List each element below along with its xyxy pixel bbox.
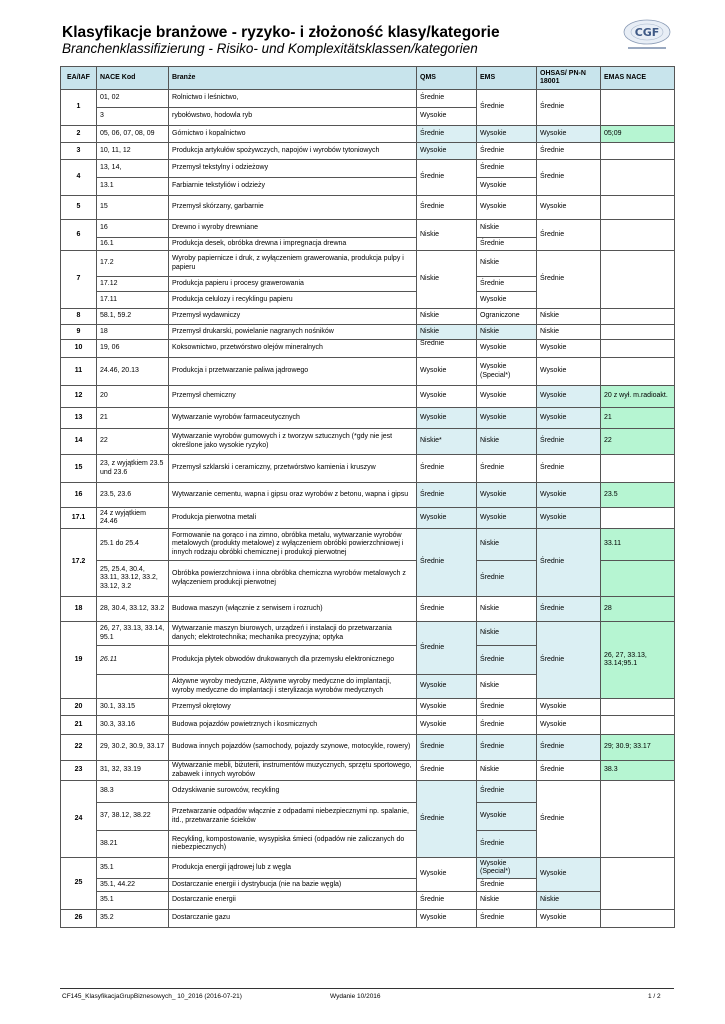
emas-cell — [601, 781, 675, 858]
qms-cell: Średnie — [417, 160, 477, 196]
qms-cell: Niskie — [417, 325, 477, 340]
ea-cell: 12 — [61, 386, 97, 408]
ohsas-cell: Średnie — [537, 429, 601, 455]
branza-cell: Formowanie na gorąco i na zimno, obróbka metalu, wytwarzanie wyrobów metalowych (produkty metalowe) z wyłączeniem obróbki powierzchniowej i innych rodzaju obróbki chemicznej i produkcji pierwotnej — [169, 529, 417, 561]
ems-cell: Wysokie (Special*) — [477, 858, 537, 879]
ems-cell: Niskie — [477, 429, 537, 455]
branza-cell: Przemysł chemiczny — [169, 386, 417, 408]
branza-cell: Przemysł szklarski i ceramiczny, przetwórstwo kamienia i kruszyw — [169, 455, 417, 483]
ems-cell: Średnie — [477, 735, 537, 761]
table-row — [61, 386, 675, 408]
ohsas-cell: Średnie — [537, 455, 601, 483]
nace-cell: 23.5, 23.6 — [97, 483, 169, 508]
ems-cell: Niskie — [477, 251, 537, 277]
ems-cell: Wysokie — [477, 386, 537, 408]
emas-cell: 21 — [601, 408, 675, 429]
ohsas-cell: Średnie — [537, 160, 601, 196]
ea-cell: 3 — [61, 143, 97, 160]
table-row — [61, 325, 675, 340]
branza-cell: Produkcja artykułów spożywczych, napojów i wyrobów tytoniowych — [169, 143, 417, 160]
ohsas-cell: Średnie — [537, 143, 601, 160]
ea-cell: 22 — [61, 735, 97, 761]
nace-cell: 17.2 — [97, 251, 169, 277]
branza-cell: Farbiarnie tekstyliów i odzieży — [169, 178, 417, 196]
ea-cell: 17.1 — [61, 508, 97, 529]
emas-cell — [601, 858, 675, 910]
nace-cell: 30.3, 33.16 — [97, 716, 169, 735]
ems-cell: Średnie — [477, 716, 537, 735]
branza-cell: Przetwarzanie odpadów włącznie z odpadami niebezpiecznymi np. spalanie, itd., przetwarzanie ścieków — [169, 803, 417, 831]
table-row — [61, 508, 675, 529]
branza-cell: Budowa innych pojazdów (samochody, pojazdy szynowe, motocykle, rowery) — [169, 735, 417, 761]
emas-cell — [601, 699, 675, 716]
qms-cell: Wysokie — [417, 143, 477, 160]
ohsas-cell: Wysokie — [537, 408, 601, 429]
branza-cell: Wytwarzanie mebli, biżuterii, instrumentów muzycznych, sprzętu sportowego, zabawek i innych wyrobów — [169, 761, 417, 781]
qms-cell: Średnie — [417, 90, 477, 108]
nace-cell: 13.1 — [97, 178, 169, 196]
nace-cell: 05, 06, 07, 08, 09 — [97, 126, 169, 143]
qms-cell: Średnie — [417, 892, 477, 910]
ea-cell: 18 — [61, 597, 97, 622]
table-row — [61, 126, 675, 143]
emas-cell — [601, 455, 675, 483]
branza-cell: Produkcja celulozy i recyklingu papieru — [169, 292, 417, 309]
table-row — [61, 622, 675, 646]
branza-cell: Przemysł skórzany, garbarnie — [169, 196, 417, 220]
emas-cell: 38.3 — [601, 761, 675, 781]
branza-cell: Produkcja papieru i procesy grawerowania — [169, 277, 417, 292]
nace-cell: 3 — [97, 108, 169, 126]
nace-cell: 13, 14, — [97, 160, 169, 178]
emas-cell: 33.11 — [601, 529, 675, 561]
qms-cell: Średnie — [417, 196, 477, 220]
branza-cell: Budowa pojazdów powietrznych i kosmicznych — [169, 716, 417, 735]
ems-cell: Średnie — [477, 143, 537, 160]
nace-cell: 26, 27, 33.13, 33.14, 95.1 — [97, 622, 169, 646]
emas-cell — [601, 251, 675, 309]
qms-cell: Średnie — [417, 597, 477, 622]
ea-cell: 13 — [61, 408, 97, 429]
col-header-branze: Branże — [169, 67, 417, 90]
ohsas-cell: Niskie — [537, 325, 601, 340]
qms-cell: Wysokie — [417, 675, 477, 699]
ohsas-cell: Wysokie — [537, 716, 601, 735]
qms-cell: Niskie* — [417, 429, 477, 455]
branza-cell: Wyroby papiernicze i druk, z wyłączeniem grawerowania, produkcja pulpy i papieru — [169, 251, 417, 277]
nace-cell: 01, 02 — [97, 90, 169, 108]
nace-cell: 22 — [97, 429, 169, 455]
branza-cell: Aktywne wyroby medyczne, Aktywne wyroby medyczne do implantacji, wyroby medyczne do implantacji i sterylizacja wyrobów medycznych — [169, 675, 417, 699]
emas-cell — [601, 716, 675, 735]
qms-cell: Niskie — [417, 220, 477, 251]
table-row — [61, 196, 675, 220]
qms-cell: Wysokie — [417, 699, 477, 716]
table-header-row — [61, 67, 675, 90]
ea-cell: 17.2 — [61, 529, 97, 597]
emas-cell — [601, 358, 675, 386]
nace-cell: 18 — [97, 325, 169, 340]
branza-cell: Koksownictwo, przetwórstwo olejów mineralnych — [169, 340, 417, 358]
ohsas-cell: Niskie — [537, 309, 601, 325]
nace-cell: 21 — [97, 408, 169, 429]
ea-cell: 6 — [61, 220, 97, 251]
qms-cell: Wysokie — [417, 386, 477, 408]
ems-cell: Średnie — [477, 455, 537, 483]
emas-cell: 23.5 — [601, 483, 675, 508]
nace-cell: 28, 30.4, 33.12, 33.2 — [97, 597, 169, 622]
nace-cell — [97, 675, 169, 699]
ea-cell: 11 — [61, 358, 97, 386]
col-header-ohsas: OHSAS/ PN-N 18001 — [537, 67, 601, 90]
ems-cell: Wysokie — [477, 292, 537, 309]
table-row — [61, 160, 675, 178]
ems-cell: Średnie — [477, 561, 537, 597]
ems-cell: Wysokie — [477, 126, 537, 143]
qms-cell: Wysokie — [417, 508, 477, 529]
ems-cell: Wysokie — [477, 340, 537, 358]
nace-cell: 16.1 — [97, 238, 169, 251]
ems-cell: Wysokie — [477, 408, 537, 429]
emas-cell — [601, 325, 675, 340]
nace-cell: 30.1, 33.15 — [97, 699, 169, 716]
ems-cell: Niskie — [477, 597, 537, 622]
branza-cell: Wytwarzanie wyrobów farmaceutycznych — [169, 408, 417, 429]
col-header-nace: NACE Kod — [97, 67, 169, 90]
ems-cell: Niskie — [477, 892, 537, 910]
table-row — [61, 597, 675, 622]
ems-cell: Niskie — [477, 529, 537, 561]
ems-cell: Średnie — [477, 781, 537, 803]
col-header-ea: EA/IAF — [61, 67, 97, 90]
qms-cell: Średnie — [417, 735, 477, 761]
branza-cell: Górnictwo i kopalnictwo — [169, 126, 417, 143]
ohsas-cell: Wysokie — [537, 910, 601, 928]
table-row — [61, 761, 675, 781]
nace-cell: 31, 32, 33.19 — [97, 761, 169, 781]
nace-cell: 35.1 — [97, 858, 169, 879]
footer-edition: Wydanie 10/2016 — [330, 993, 381, 1000]
emas-cell — [601, 196, 675, 220]
nace-cell: 35.1 — [97, 892, 169, 910]
qms-cell: Wysokie — [417, 108, 477, 126]
qms-cell: Średnie — [417, 340, 477, 358]
qms-cell: Wysokie — [417, 858, 477, 892]
emas-cell: 29; 30.9; 33.17 — [601, 735, 675, 761]
footer-document-id: CF145_KlasyfikacjaGrupBiznesowych_ 10_2016 (2016-07-21) — [62, 993, 242, 1000]
nace-cell: 10, 11, 12 — [97, 143, 169, 160]
ea-cell: 8 — [61, 309, 97, 325]
branza-cell: rybołówstwo, hodowla ryb — [169, 108, 417, 126]
branza-cell: Wytwarzanie cementu, wapna i gipsu oraz wyrobów z betonu, wapna i gipsu — [169, 483, 417, 508]
qms-cell: Średnie — [417, 761, 477, 781]
nace-cell: 17.12 — [97, 277, 169, 292]
table-row — [61, 858, 675, 879]
ems-cell: Wysokie — [477, 178, 537, 196]
emas-cell: 28 — [601, 597, 675, 622]
branza-cell: Produkcja desek, obróbka drewna i impregnacja drewna — [169, 238, 417, 251]
ems-cell: Średnie — [477, 238, 537, 251]
table-row — [61, 781, 675, 803]
table-row — [61, 455, 675, 483]
emas-cell — [601, 90, 675, 126]
qms-cell: Średnie — [417, 622, 477, 675]
ea-cell: 21 — [61, 716, 97, 735]
qms-cell: Średnie — [417, 126, 477, 143]
ems-cell: Średnie — [477, 90, 537, 126]
emas-cell: 20 z wył. m.radioakt. — [601, 386, 675, 408]
table-row — [61, 699, 675, 716]
emas-cell — [601, 309, 675, 325]
table-row — [61, 529, 675, 561]
ea-cell: 1 — [61, 90, 97, 126]
ea-cell: 4 — [61, 160, 97, 196]
ohsas-cell: Wysokie — [537, 358, 601, 386]
branza-cell: Dostarczanie energii — [169, 892, 417, 910]
svg-text:CGF: CGF — [634, 26, 660, 39]
branza-cell: Budowa maszyn (włącznie z serwisem i rozruch) — [169, 597, 417, 622]
nace-cell: 17.11 — [97, 292, 169, 309]
page-title: Klasyfikacje branżowe - ryzyko- i złożoność klasy/kategorie — [62, 24, 500, 41]
table-row — [61, 429, 675, 455]
nace-cell: 35.2 — [97, 910, 169, 928]
col-header-emas: EMAS NACE — [601, 67, 675, 90]
ems-cell: Średnie — [477, 160, 537, 178]
page-subtitle: Branchenklassifizierung - Risiko- und Komplexitätsklassen/kategorien — [62, 41, 478, 56]
nace-cell: 29, 30.2, 30.9, 33.17 — [97, 735, 169, 761]
ems-cell: Wysokie (Special*) — [477, 358, 537, 386]
table-row — [61, 716, 675, 735]
ohsas-cell: Średnie — [537, 735, 601, 761]
nace-cell: 35.1, 44.22 — [97, 879, 169, 892]
nace-cell: 15 — [97, 196, 169, 220]
ems-cell: Niskie — [477, 675, 537, 699]
ohsas-cell: Średnie — [537, 781, 601, 858]
ems-cell: Średnie — [477, 831, 537, 858]
table-row — [61, 143, 675, 160]
emas-cell — [601, 561, 675, 597]
nace-cell: 25.1 do 25.4 — [97, 529, 169, 561]
nace-cell: 58.1, 59.2 — [97, 309, 169, 325]
ohsas-cell: Średnie — [537, 220, 601, 251]
table-row — [61, 892, 675, 910]
nace-cell: 19, 06 — [97, 340, 169, 358]
branza-cell: Drewno i wyroby drewniane — [169, 220, 417, 238]
table-row — [61, 220, 675, 238]
ohsas-cell: Średnie — [537, 529, 601, 597]
ea-cell: 15 — [61, 455, 97, 483]
table-row — [61, 309, 675, 325]
branza-cell: Produkcja pierwotna metali — [169, 508, 417, 529]
branza-cell: Produkcja energii jądrowej lub z węgla — [169, 858, 417, 879]
ohsas-cell: Wysokie — [537, 699, 601, 716]
classification-table — [60, 66, 675, 928]
ea-cell: 24 — [61, 781, 97, 858]
branza-cell: Wytwarzanie maszyn biurowych, urządzeń i instalacji do przetwarzania danych; elektrotechnika; mechanika precyzyjna; optyka — [169, 622, 417, 646]
nace-cell: 24 z wyjątkiem 24.46 — [97, 508, 169, 529]
footer-page-number: 1 / 2 — [648, 993, 661, 1000]
qms-cell: Wysokie — [417, 358, 477, 386]
table-row — [61, 90, 675, 108]
ems-cell: Niskie — [477, 761, 537, 781]
qms-cell: Niskie — [417, 251, 477, 309]
nace-cell: 24.46, 20.13 — [97, 358, 169, 386]
ohsas-cell: Średnie — [537, 761, 601, 781]
nace-cell: 37, 38.12, 38.22 — [97, 803, 169, 831]
col-header-qms: QMS — [417, 67, 477, 90]
qms-cell: Wysokie — [417, 910, 477, 928]
qms-cell: Wysokie — [417, 716, 477, 735]
ems-cell: Niskie — [477, 220, 537, 238]
footer-divider — [60, 988, 674, 989]
ems-cell: Średnie — [477, 646, 537, 675]
ohsas-cell: Wysokie — [537, 858, 601, 892]
ems-cell: Wysokie — [477, 483, 537, 508]
emas-cell — [601, 508, 675, 529]
emas-cell — [601, 143, 675, 160]
ea-cell: 25 — [61, 858, 97, 910]
company-logo — [622, 18, 672, 52]
ohsas-cell: Niskie — [537, 892, 601, 910]
nace-cell: 16 — [97, 220, 169, 238]
ohsas-cell: Wysokie — [537, 508, 601, 529]
branza-cell: Recykling, kompostowanie, wysypiska śmieci (odpadów nie zaliczanych do niebezpiecznych) — [169, 831, 417, 858]
ea-cell: 5 — [61, 196, 97, 220]
ems-cell: Niskie — [477, 622, 537, 646]
ems-cell: Ograniczone — [477, 309, 537, 325]
emas-cell: 22 — [601, 429, 675, 455]
table-row — [61, 358, 675, 386]
emas-cell: 26, 27, 33.13, 33.14;95.1 — [601, 622, 675, 699]
ohsas-cell: Średnie — [537, 251, 601, 309]
ems-cell: Wysokie — [477, 196, 537, 220]
branza-cell: Obróbka powierzchniowa i inna obróbka chemiczna wyrobów metalowych z wyłączeniem produkcji pierwotnej — [169, 561, 417, 597]
col-header-ems: EMS — [477, 67, 537, 90]
ea-cell: 2 — [61, 126, 97, 143]
qms-cell: Wysokie — [417, 408, 477, 429]
nace-cell: 20 — [97, 386, 169, 408]
branza-cell: Przemysł okrętowy — [169, 699, 417, 716]
nace-cell: 38.21 — [97, 831, 169, 858]
branza-cell: Odzyskiwanie surowców, recykling — [169, 781, 417, 803]
branza-cell: Dostarczanie gazu — [169, 910, 417, 928]
branza-cell: Dostarczanie energii i dystrybucja (nie na bazie węgla) — [169, 879, 417, 892]
qms-cell: Niskie — [417, 309, 477, 325]
nace-cell: 23, z wyjątkiem 23.5 und 23.6 — [97, 455, 169, 483]
ems-cell: Średnie — [477, 699, 537, 716]
qms-cell: Średnie — [417, 483, 477, 508]
table-row — [61, 251, 675, 277]
qms-cell: Średnie — [417, 455, 477, 483]
branza-cell: Przemysł tekstylny i odzieżowy — [169, 160, 417, 178]
qms-cell: Średnie — [417, 781, 477, 858]
ohsas-cell: Wysokie — [537, 126, 601, 143]
ea-cell: 10 — [61, 340, 97, 358]
ea-cell: 16 — [61, 483, 97, 508]
branza-cell: Wytwarzanie wyrobów gumowych i z tworzyw sztucznych (*gdy nie jest określone jako wysokie ryzyko) — [169, 429, 417, 455]
table-row — [61, 340, 675, 358]
ea-cell: 9 — [61, 325, 97, 340]
emas-cell — [601, 910, 675, 928]
emas-cell — [601, 340, 675, 358]
ea-cell: 14 — [61, 429, 97, 455]
qms-cell: Średnie — [417, 529, 477, 597]
table-row — [61, 735, 675, 761]
branza-cell: Przemysł drukarski, powielanie nagranych nośników — [169, 325, 417, 340]
emas-cell — [601, 160, 675, 196]
nace-cell: 26.11 — [97, 646, 169, 675]
ohsas-cell: Wysokie — [537, 386, 601, 408]
branza-cell: Rolnictwo i leśnictwo, — [169, 90, 417, 108]
branza-cell: Produkcja i przetwarzanie paliwa jądrowego — [169, 358, 417, 386]
ea-cell: 7 — [61, 251, 97, 309]
ea-cell: 19 — [61, 622, 97, 699]
ohsas-cell: Średnie — [537, 597, 601, 622]
ems-cell: Średnie — [477, 910, 537, 928]
branza-cell: Produkcja płytek obwodów drukowanych dla przemysłu elektronicznego — [169, 646, 417, 675]
ohsas-cell: Wysokie — [537, 196, 601, 220]
ems-cell: Średnie — [477, 879, 537, 892]
ems-cell: Średnie — [477, 277, 537, 292]
table-row — [61, 483, 675, 508]
table-row — [61, 408, 675, 429]
emas-cell: 05;09 — [601, 126, 675, 143]
ohsas-cell: Wysokie — [537, 340, 601, 358]
ea-cell: 23 — [61, 761, 97, 781]
ems-cell: Wysokie — [477, 508, 537, 529]
table-row — [61, 910, 675, 928]
emas-cell — [601, 220, 675, 251]
ohsas-cell: Średnie — [537, 622, 601, 699]
ea-cell: 20 — [61, 699, 97, 716]
ohsas-cell: Wysokie — [537, 483, 601, 508]
branza-cell: Przemysł wydawniczy — [169, 309, 417, 325]
ems-cell: Niskie — [477, 325, 537, 340]
ohsas-cell: Średnie — [537, 90, 601, 126]
ems-cell: Wysokie — [477, 803, 537, 831]
ea-cell: 26 — [61, 910, 97, 928]
nace-cell: 25, 25.4, 30.4, 33.11, 33.12, 33.2, 33.12, 3.2 — [97, 561, 169, 597]
nace-cell: 38.3 — [97, 781, 169, 803]
